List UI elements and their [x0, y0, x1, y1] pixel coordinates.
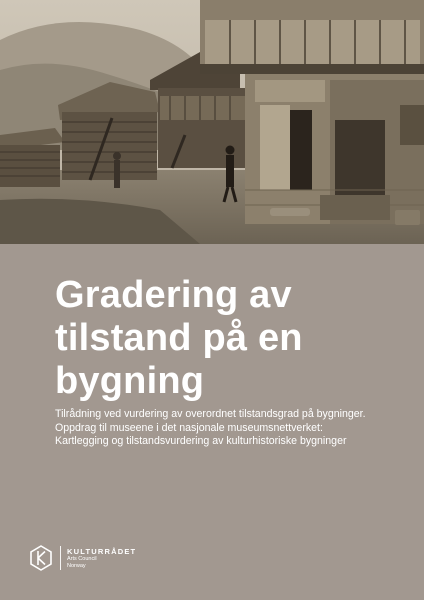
logo-english-line: Norway	[67, 562, 86, 569]
title-line: tilstand på en	[55, 317, 303, 359]
historic-farm-photo-icon	[0, 0, 424, 244]
title-line: bygning	[55, 360, 205, 402]
cover-photo	[0, 0, 424, 244]
kulturradet-logo-icon	[30, 545, 52, 571]
kulturradet-logo	[30, 543, 136, 573]
subtitle-line: Tilrådning ved vurdering av overordnet tilstandsgrad på bygninger.	[55, 408, 366, 420]
logo-english-line: Arts Council	[67, 556, 97, 562]
subtitle-line: Oppdrag til museene i det nasjonale museumsnettverket:	[55, 421, 323, 434]
title-line: Gradering av	[55, 274, 292, 316]
logo-name: KULTURRÅDET	[67, 547, 137, 556]
logo-divider	[60, 546, 61, 570]
subtitle-line: Kartlegging og tilstandsvurdering av kulturhistoriske bygninger	[55, 435, 347, 448]
document-subtitle	[55, 408, 400, 449]
document-title	[55, 274, 395, 403]
logo-text	[67, 547, 136, 569]
